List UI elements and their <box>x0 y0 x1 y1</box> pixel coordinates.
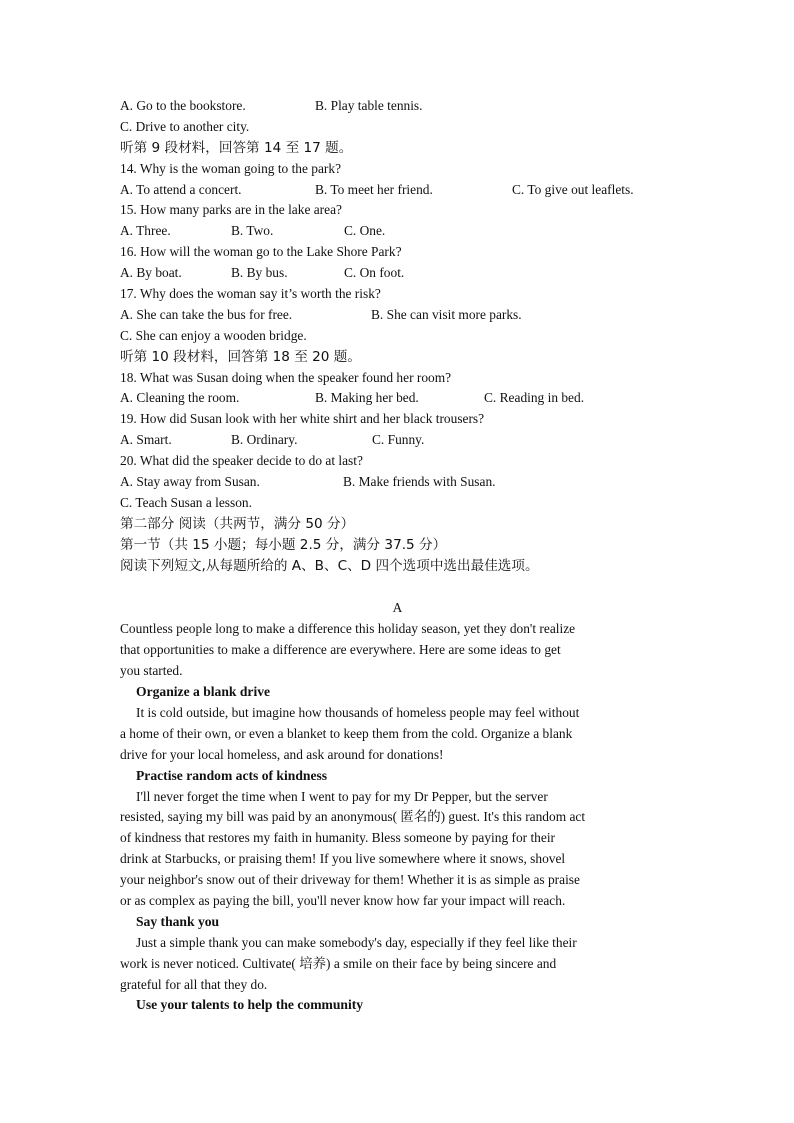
passage-intro <box>120 619 675 682</box>
section-9-header: 听第 9 段材料，回答第 14 至 17 题。 <box>120 139 353 156</box>
q20-question: 20. What did the speaker decide to do at last? <box>120 453 363 469</box>
body-line-text: resisted, saying my bill was paid by an anonymous( 匿名的) guest. It's this random act <box>120 809 586 825</box>
body-line-text: work is never noticed. Cultivate( 培养) a smile on their face by being sincere and <box>120 955 557 971</box>
section-1-title: 第一节（共 15 小题；每小题 2.5 分，满分 37.5 分） <box>120 536 447 553</box>
q18-option-a: A. Cleaning the room. <box>120 390 240 406</box>
q18-option-c: C. Reading in bed. <box>484 390 585 406</box>
section-random-kindness <box>120 766 675 912</box>
intro-line-text: that opportunities to make a difference are everywhere. Here are some ideas to get <box>120 642 561 658</box>
q16-option-a: A. By boat. <box>120 265 182 281</box>
q18-option-b: B. Making her bed. <box>315 390 419 406</box>
body-line <box>120 891 675 912</box>
section-heading: Organize a blank drive <box>136 684 271 700</box>
intro-line <box>120 640 675 661</box>
body-line-text: Just a simple thank you can make somebody's day, especially if they feel like their <box>136 934 577 950</box>
body-line <box>120 954 675 975</box>
body-line <box>120 933 675 954</box>
section-heading: Use your talents to help the community <box>136 997 364 1013</box>
q14-option-a: A. To attend a concert. <box>120 181 242 197</box>
intro-line <box>120 661 675 682</box>
body-line-text: drink at Starbucks, or praising them! If you live somewhere where it snows, shovel <box>120 851 566 867</box>
q20-options-row <box>120 472 675 493</box>
body-line-text: grateful for all that they do. <box>120 976 268 992</box>
q18-options-row <box>120 388 675 409</box>
q14-question: 14. Why is the woman going to the park? <box>120 160 342 176</box>
q13-option-a: A. Go to the bookstore. <box>120 98 246 113</box>
body-line <box>120 828 675 849</box>
body-line-text: drive for your local homeless, and ask around for donations! <box>120 746 444 762</box>
q19-option-a: A. Smart. <box>120 432 172 448</box>
body-line-text: or as complex as paying the bill, you'll never know how far your impact will reach. <box>120 892 566 908</box>
exam-page <box>120 96 675 1016</box>
body-line <box>120 870 675 891</box>
q17-options-row <box>120 305 675 326</box>
q18-question: 18. What was Susan doing when the speaker found her room? <box>120 369 452 385</box>
q15-question: 15. How many parks are in the lake area? <box>120 202 342 218</box>
q16-option-b: B. By bus. <box>231 265 288 281</box>
body-line-text: It is cold outside, but imagine how thousands of homeless people may feel without <box>136 704 580 720</box>
q16-options-row <box>120 263 675 284</box>
q15-option-c: C. One. <box>344 223 386 239</box>
q15-options-row <box>120 221 675 242</box>
q14-option-c: C. To give out leaflets. <box>512 181 634 197</box>
q13-option-b: B. Play table tennis. <box>315 98 423 113</box>
intro-line-text: you started. <box>120 663 183 679</box>
q20-option-a: A. Stay away from Susan. <box>120 474 260 490</box>
body-line-text: your neighbor's snow out of their driveway for them! Whether it is as simple as praise <box>120 872 580 888</box>
q14-options-row <box>120 180 675 201</box>
intro-line <box>120 619 675 640</box>
q16-option-c: C. On foot. <box>344 265 405 281</box>
q15-option-b: B. Two. <box>231 223 274 239</box>
body-line <box>120 724 675 745</box>
q19-option-b: B. Ordinary. <box>231 432 298 448</box>
q13-options-row <box>120 96 675 117</box>
section-say-thank-you <box>120 912 675 996</box>
body-line <box>120 703 675 724</box>
body-line <box>120 745 675 766</box>
body-line <box>120 787 675 808</box>
intro-line-text: Countless people long to make a difference this holiday season, yet they don't realize <box>120 621 576 637</box>
body-line <box>120 975 675 996</box>
q20-option-c: C. Teach Susan a lesson. <box>120 494 252 510</box>
q14-option-b: B. To meet her friend. <box>315 181 433 197</box>
q17-question: 17. Why does the woman say it’s worth the risk? <box>120 286 381 302</box>
q17-option-a: A. She can take the bus for free. <box>120 306 293 322</box>
body-line-text: a home of their own, or even a blanket to keep them from the cold. Organize a blank <box>120 725 573 741</box>
section-heading: Say thank you <box>136 913 220 929</box>
q19-question: 19. How did Susan look with her white shirt and her black trousers? <box>120 411 485 427</box>
section-blank-drive <box>120 682 675 766</box>
q19-options-row <box>120 430 675 451</box>
q16-question: 16. How will the woman go to the Lake Shore Park? <box>120 244 402 260</box>
q20-option-b: B. Make friends with Susan. <box>343 474 496 490</box>
q17-option-c: C. She can enjoy a wooden bridge. <box>120 327 307 343</box>
q15-option-a: A. Three. <box>120 223 171 239</box>
section-heading: Practise random acts of kindness <box>136 767 328 783</box>
body-line <box>120 807 675 828</box>
passage-label: A <box>392 600 403 616</box>
part-2-title: 第二部分 阅读（共两节，满分 50 分） <box>120 515 355 532</box>
section-10-header: 听第 10 段材料，回答第 18 至 20 题。 <box>120 348 361 365</box>
section-use-talents <box>120 995 675 1016</box>
reading-instruction: 阅读下列短文,从每题所给的 A、B、C、D 四个选项中选出最佳选项。 <box>120 557 539 574</box>
body-line-text: of kindness that restores my faith in humanity. Bless someone by paying for their <box>120 830 555 846</box>
q13-option-c: C. Drive to another city. <box>120 118 250 134</box>
q17-option-b: B. She can visit more parks. <box>371 306 522 322</box>
body-line-text: I'll never forget the time when I went to pay for my Dr Pepper, but the server <box>136 788 548 804</box>
body-line <box>120 849 675 870</box>
q19-option-c: C. Funny. <box>372 432 425 448</box>
